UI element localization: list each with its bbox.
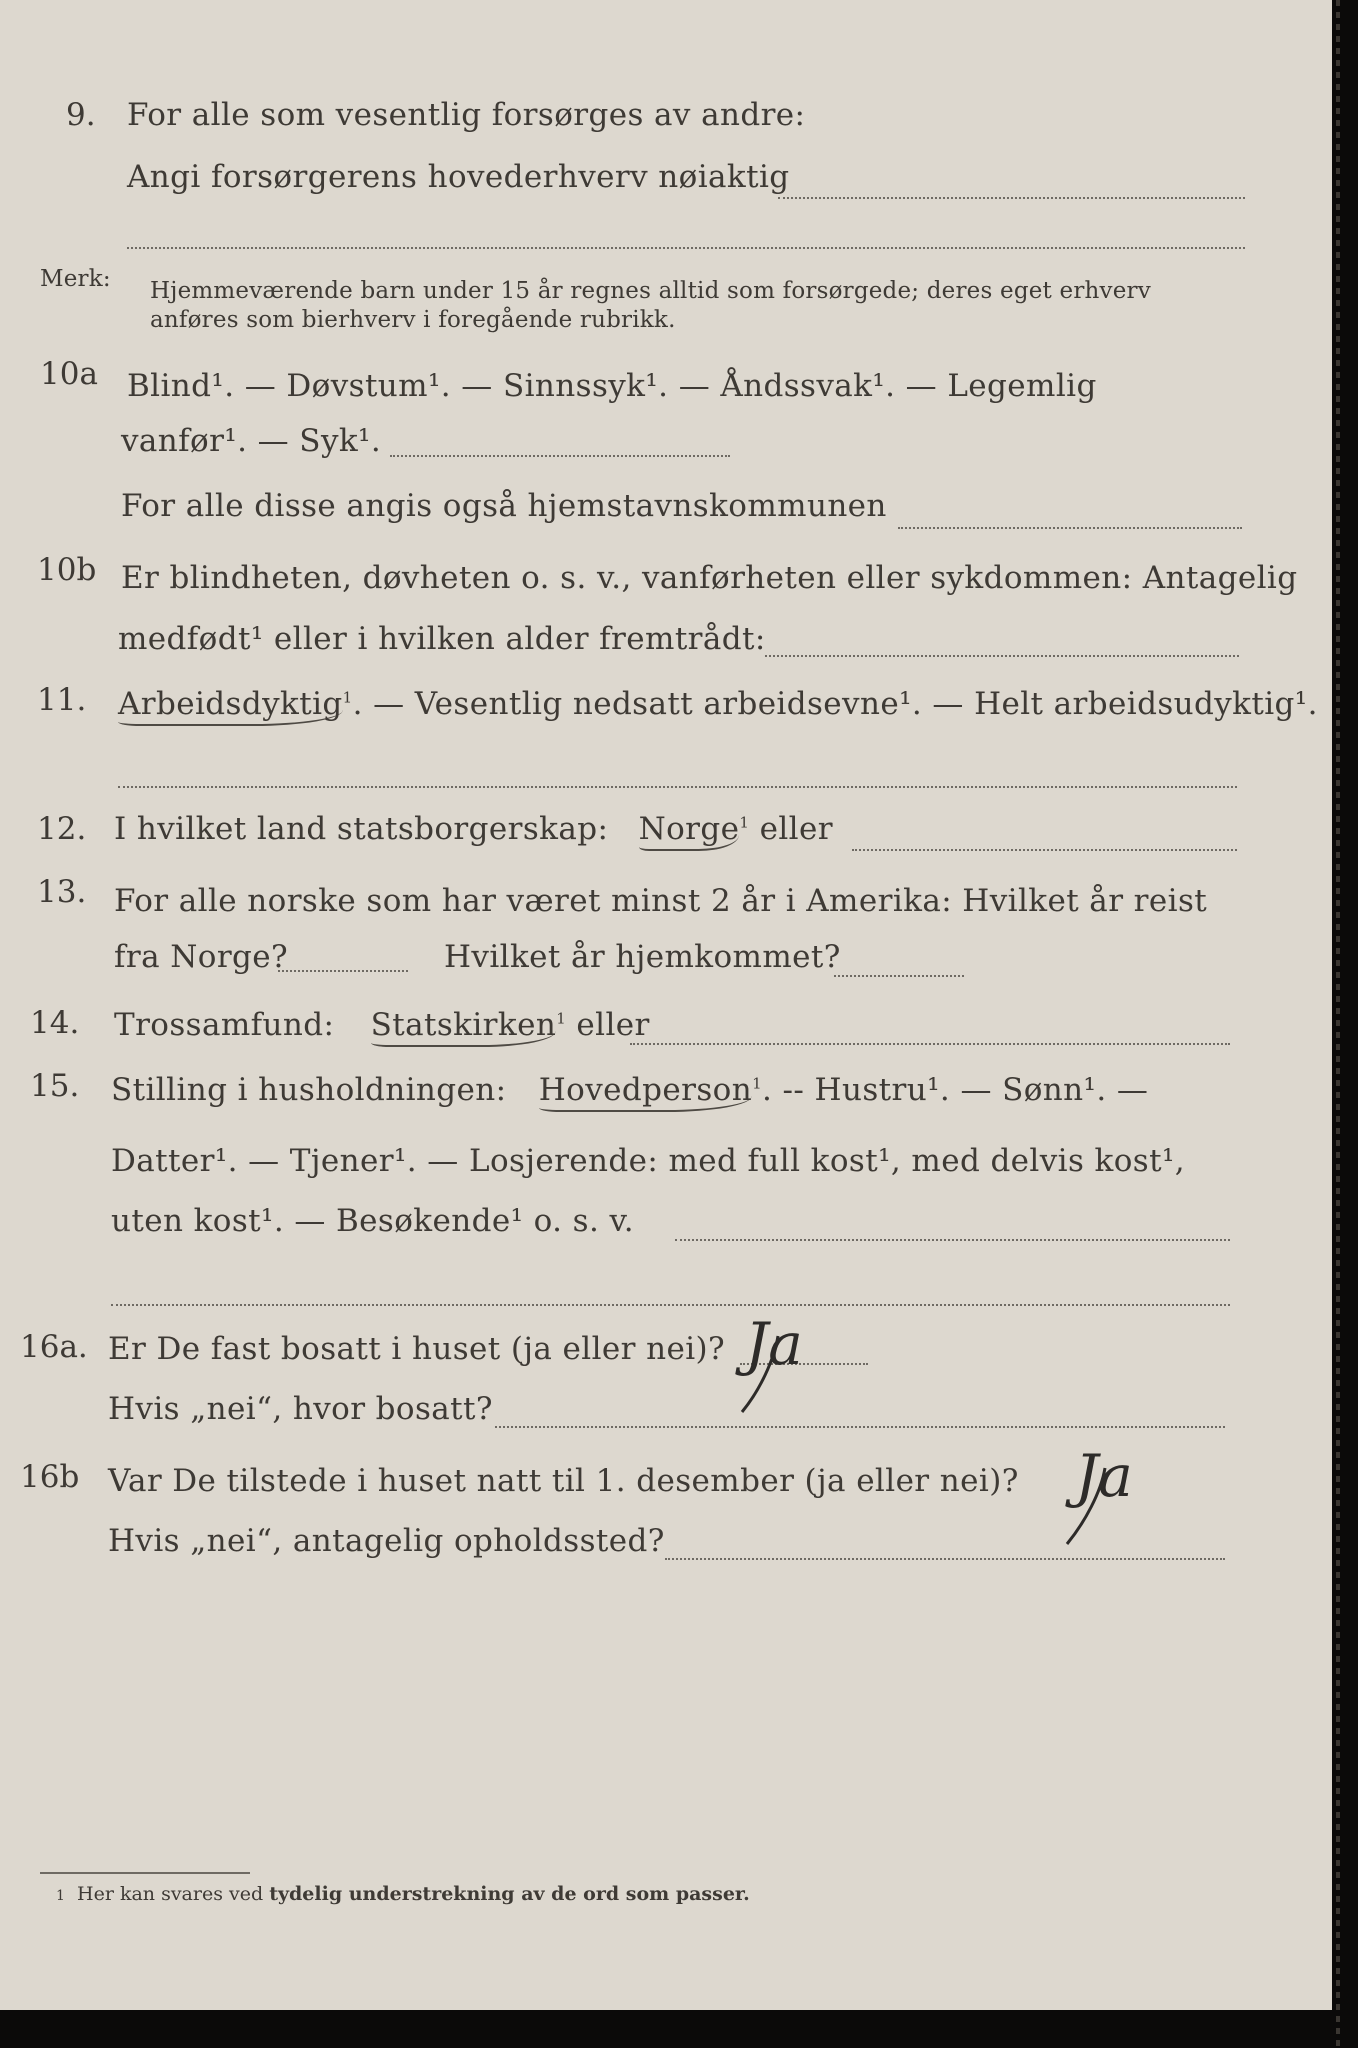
- merk-label: Merk:: [40, 266, 111, 292]
- q12-footnote-mark: 1: [739, 813, 750, 832]
- q16a-handwritten-answer: Ja: [745, 1310, 803, 1378]
- q15-line3: uten kost¹. — Besøkende¹ o. s. v.: [111, 1203, 634, 1239]
- q10a-line3: For alle disse angis også hjemstavnskommunen: [121, 488, 887, 524]
- q14-answer-line: [630, 1043, 1230, 1045]
- q11-number: 11.: [37, 682, 87, 718]
- merk-line1: Hjemmeværende barn under 15 år regnes alltid som forsørgede; deres eget erhverv: [150, 278, 1151, 304]
- footnote-bold: tydelig understrekning av de ord som passer.: [269, 1883, 750, 1905]
- q10a-number: 10a: [40, 356, 98, 392]
- q14-text: [114, 1006, 650, 1044]
- q12-text: [114, 810, 833, 848]
- q10a-kommune-line: [898, 527, 1242, 529]
- q14-question: Trossamfund:: [114, 1007, 335, 1043]
- q15-rest1: . -- Hustru¹. — Sønn¹. —: [762, 1072, 1149, 1108]
- q11-marked-option: Arbeidsdyktig: [118, 686, 343, 726]
- q15-line1: [111, 1071, 1148, 1109]
- perforation-edge: [1336, 0, 1340, 2048]
- q13-hjemkommet-line: [834, 975, 964, 977]
- q14-number: 14.: [30, 1005, 80, 1041]
- q16b-line2: Hvis „nei“, antagelig opholdssted?: [108, 1523, 665, 1559]
- merk-line2: anføres som bierhverv i foregående rubrikk.: [150, 307, 676, 333]
- footnote-normal: Her kan svares ved: [77, 1883, 264, 1905]
- q10b-answer-line: [765, 655, 1239, 657]
- q16b-handwritten-answer: Ja: [1075, 1442, 1133, 1510]
- q16b-opholdssted-line: [665, 1558, 1225, 1560]
- q13-number: 13.: [37, 874, 87, 910]
- q13-line2b: Hvilket år hjemkommet?: [444, 939, 841, 975]
- q10a-answer-line: [390, 455, 730, 457]
- footnote-mark: 1: [56, 1888, 65, 1904]
- q12-question: I hvilket land statsborgerskap:: [114, 811, 609, 847]
- q10a-line2: vanfør¹. — Syk¹.: [121, 423, 382, 459]
- q11-text: [118, 685, 1318, 723]
- q16b-line1: Var De tilstede i huset natt til 1. desember (ja eller nei)?: [108, 1463, 1019, 1499]
- q11-answer-line: [118, 786, 1237, 788]
- q10b-line1: Er blindheten, døvheten o. s. v., vanførheten eller sykdommen: Antagelig: [121, 560, 1298, 596]
- q16a-bosatt-line: [495, 1426, 1225, 1428]
- q15-footnote-mark: 1: [752, 1074, 763, 1093]
- q16b-pen-stroke: [1055, 1462, 1135, 1552]
- q14-or: eller: [576, 1007, 650, 1043]
- q9-text-line1: For alle som vesentlig forsørges av andre:: [127, 97, 806, 133]
- q15-answer-line: [675, 1239, 1230, 1241]
- q16a-line2: Hvis „nei“, hvor bosatt?: [108, 1391, 493, 1427]
- q11-footnote-mark: 1: [342, 688, 353, 707]
- q13-line2a: fra Norge?: [114, 939, 289, 975]
- q12-answer-line: [852, 849, 1237, 851]
- q10b-line2: medfødt¹ eller i hvilken alder fremtrådt:: [118, 621, 766, 657]
- q14-marked-option: Statskirken: [371, 1007, 557, 1047]
- q12-or: eller: [759, 811, 833, 847]
- q9-text-line2: Angi forsørgerens hovederhverv nøiaktig: [127, 159, 790, 195]
- q12-marked-option: Norge: [639, 811, 740, 851]
- q11-rest: . — Vesentlig nedsatt arbeidsevne¹. — Helt arbeidsudyktig¹.: [352, 686, 1318, 722]
- q12-number: 12.: [37, 811, 87, 847]
- q13-reist-line: [278, 970, 408, 972]
- q15-line2: Datter¹. — Tjener¹. — Losjerende: med full kost¹, med delvis kost¹,: [111, 1143, 1186, 1179]
- q16b-number: 16b: [20, 1459, 80, 1495]
- q15-marked-option: Hovedperson: [539, 1072, 752, 1112]
- q13-line1: For alle norske som har været minst 2 år i Amerika: Hvilket år reist: [114, 883, 1208, 919]
- q16a-pen-stroke: [730, 1330, 810, 1420]
- q16a-number: 16a.: [20, 1329, 88, 1365]
- q10a-line1: Blind¹. — Døvstum¹. — Sinnssyk¹. — Åndssvak¹. — Legemlig: [127, 368, 1097, 404]
- q9-number: 9.: [66, 97, 96, 133]
- footnote-rule: [40, 1872, 250, 1874]
- q9-answer-line: [778, 197, 1245, 199]
- q15-number: 15.: [30, 1068, 80, 1104]
- q15-answer-line-2: [111, 1304, 1230, 1306]
- footnote: [56, 1882, 750, 1908]
- q9-answer-line-2: [127, 247, 1245, 249]
- q10b-number: 10b: [37, 552, 97, 588]
- q16a-line1: Er De fast bosatt i huset (ja eller nei)?: [108, 1331, 726, 1367]
- q14-footnote-mark: 1: [556, 1009, 567, 1028]
- q15-question: Stilling i husholdningen:: [111, 1072, 507, 1108]
